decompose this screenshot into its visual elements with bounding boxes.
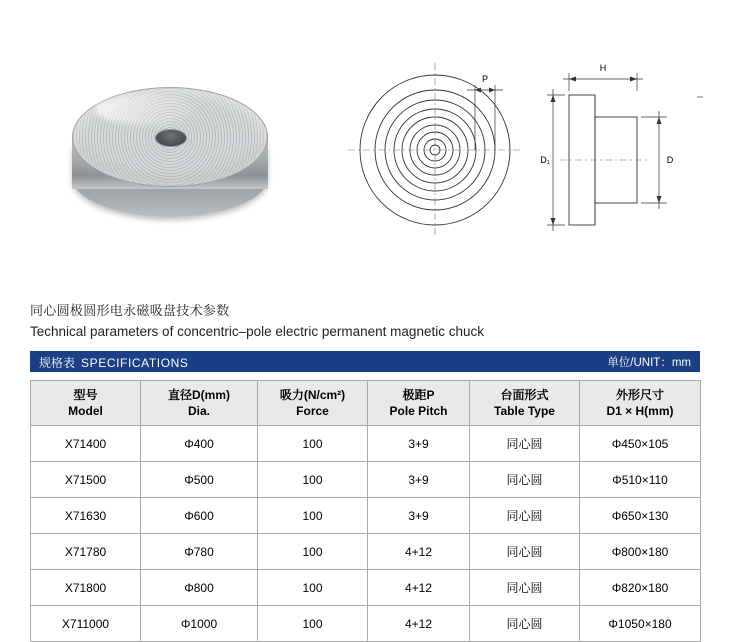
cell-table-type: 同心圆 — [470, 498, 580, 534]
header-diameter — [141, 381, 258, 426]
table-row — [31, 606, 701, 642]
header-table-type-en: Table Type — [494, 404, 555, 418]
cell-model: X711000 — [31, 606, 141, 642]
cell-pole-pitch: 4+12 — [368, 606, 470, 642]
cell-table-type: 同心圆 — [470, 570, 580, 606]
d-dimension — [641, 111, 667, 209]
cell-table-type: 同心圆 — [470, 426, 580, 462]
cell-diameter: Φ500 — [141, 462, 258, 498]
cell-model: X71500 — [31, 462, 141, 498]
table-row — [31, 570, 701, 606]
header-table-type — [470, 381, 580, 426]
cell-diameter: Φ600 — [141, 498, 258, 534]
title-english: Technical parameters of concentric–pole electric permanent magnetic chuck — [30, 324, 484, 339]
header-force-cn: 吸力(N/cm²) — [279, 387, 346, 402]
header-dimensions-en: D1 × H(mm) — [606, 404, 674, 418]
cell-diameter: Φ1000 — [141, 606, 258, 642]
header-dimensions — [580, 381, 701, 426]
cell-model: X71800 — [31, 570, 141, 606]
height-dimension — [563, 73, 643, 91]
cell-force: 100 — [258, 534, 368, 570]
cell-model: X71630 — [31, 498, 141, 534]
d1-label: D₁ — [540, 155, 550, 165]
cell-diameter: Φ780 — [141, 534, 258, 570]
cell-dimensions: Φ510×110 — [580, 462, 701, 498]
cell-model: X71400 — [31, 426, 141, 462]
unit-label: 单位/UNIT：mm — [607, 357, 691, 369]
cell-table-type: 同心圆 — [470, 462, 580, 498]
cell-dimensions: Φ820×180 — [580, 570, 701, 606]
illustration-area — [0, 0, 730, 282]
chuck-product-photo — [60, 75, 280, 235]
bar-wedge — [220, 351, 234, 372]
cell-diameter: Φ400 — [141, 426, 258, 462]
table-row — [31, 534, 701, 570]
specifications-bar — [30, 351, 700, 372]
specifications-label-cn: 规格表 — [39, 356, 76, 370]
header-model — [31, 381, 141, 426]
cell-dimensions: Φ1050×180 — [580, 606, 701, 642]
cell-diameter: Φ800 — [141, 570, 258, 606]
cell-force: 100 — [258, 498, 368, 534]
header-pole-pitch-en: Pole Pitch — [389, 404, 448, 418]
cell-force: 100 — [258, 462, 368, 498]
table-row — [31, 462, 701, 498]
cell-dimensions: Φ650×130 — [580, 498, 701, 534]
section-titles — [30, 300, 700, 339]
cell-pole-pitch: 3+9 — [368, 462, 470, 498]
specifications-label-en: SPECIFICATIONS — [81, 356, 189, 370]
header-pole-pitch-cn: 极距P — [402, 387, 435, 402]
cell-pole-pitch: 3+9 — [368, 426, 470, 462]
front-view-centerlines — [348, 63, 522, 237]
header-table-type-cn: 台面形式 — [500, 387, 549, 402]
cell-force: 100 — [258, 426, 368, 462]
cell-model: X71780 — [31, 534, 141, 570]
cell-table-type: 同心圆 — [470, 606, 580, 642]
cell-pole-pitch: 4+12 — [368, 534, 470, 570]
header-dimensions-cn: 外形尺寸 — [615, 387, 664, 402]
title-chinese: 同心圆极圆形电永磁吸盘技术参数 — [30, 303, 230, 318]
d-label: D — [666, 155, 674, 165]
table-row — [31, 426, 701, 462]
header-model-en: Model — [68, 404, 103, 418]
specifications-table-wrap — [30, 380, 700, 642]
header-pole-pitch — [368, 381, 470, 426]
height-label: H — [599, 63, 607, 73]
cell-force: 100 — [258, 606, 368, 642]
technical-drawings — [345, 55, 705, 255]
specifications-table — [30, 380, 701, 642]
header-force-en: Force — [296, 404, 329, 418]
table-row — [31, 498, 701, 534]
chuck-top-face — [72, 87, 268, 187]
pole-pitch-label: P — [481, 74, 489, 84]
cell-pole-pitch: 4+12 — [368, 570, 470, 606]
header-force — [258, 381, 368, 426]
table-header-row — [31, 381, 701, 426]
cell-dimensions: Φ450×105 — [580, 426, 701, 462]
header-diameter-cn: 直径D(mm) — [168, 387, 230, 402]
cell-table-type: 同心圆 — [470, 534, 580, 570]
specifications-label — [39, 354, 189, 371]
header-model-cn: 型号 — [73, 387, 98, 402]
header-diameter-en: Dia. — [187, 404, 210, 418]
cell-pole-pitch: 3+9 — [368, 498, 470, 534]
cell-force: 100 — [258, 570, 368, 606]
cell-dimensions: Φ800×180 — [580, 534, 701, 570]
